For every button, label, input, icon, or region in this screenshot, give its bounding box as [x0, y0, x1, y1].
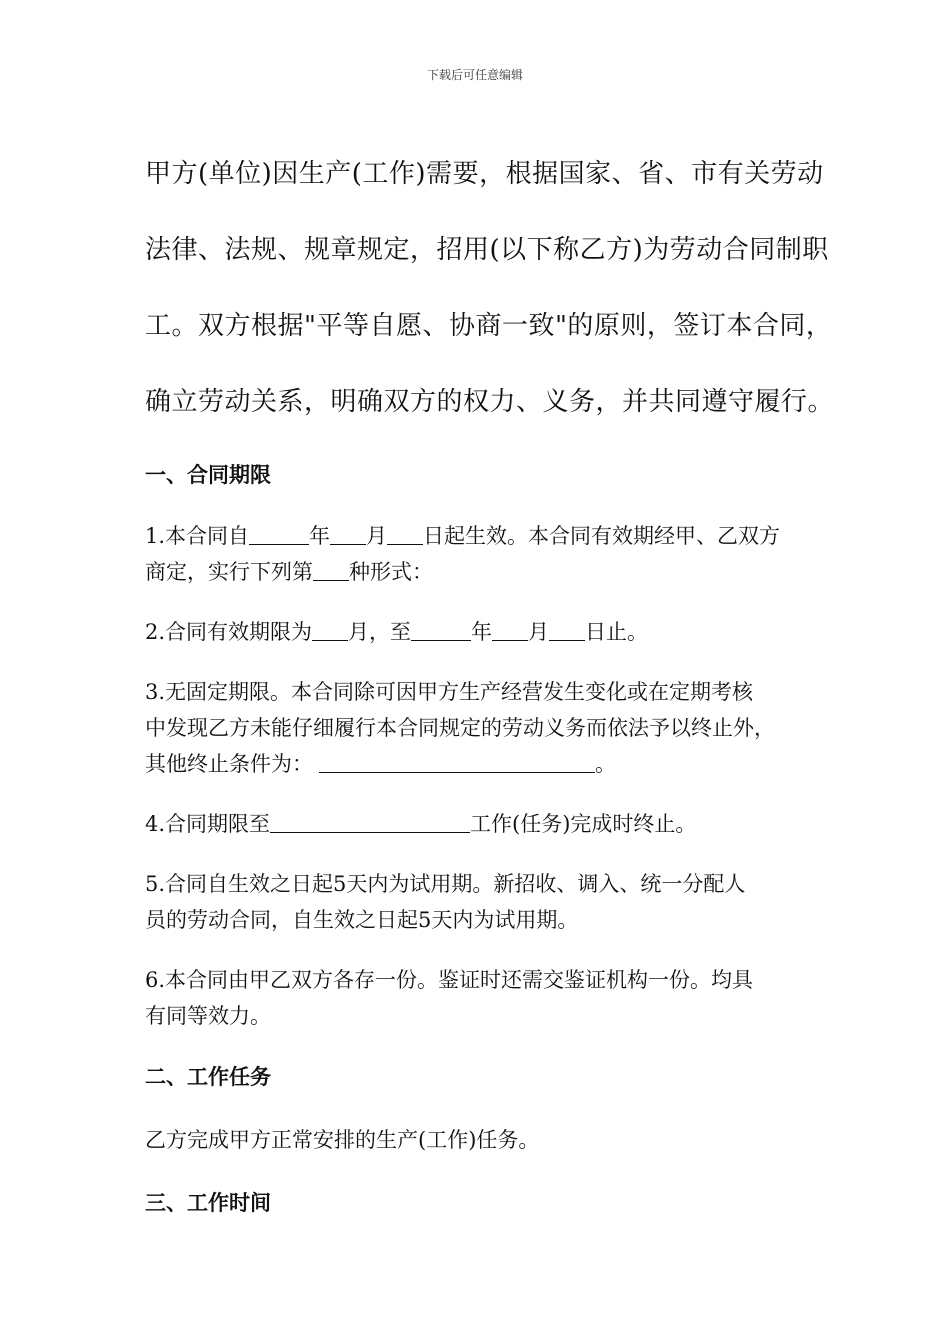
section-heading-contract-term: 一、合同期限 [145, 463, 271, 487]
clause-text: 年 [309, 524, 331, 548]
page-header: 下载后可任意编辑 [426, 68, 523, 82]
fill-blank-months[interactable] [312, 619, 348, 641]
clause-text: 年 [471, 620, 493, 644]
fill-blank-termination-conditions[interactable] [319, 751, 595, 773]
clause-5-line: 员的劳动合同，自生效之日起5天内为试用期。 [145, 908, 579, 932]
intro-paragraph [145, 136, 835, 440]
intro-line: 甲方(单位)因生产(工作)需要，根据国家、省、市有关劳动 [145, 159, 824, 189]
fill-blank-year[interactable] [411, 619, 471, 641]
document-body [145, 136, 835, 1218]
clause-2 [145, 614, 835, 650]
fill-blank-form-number[interactable] [313, 559, 349, 581]
fill-blank-day[interactable] [387, 523, 423, 545]
clause-text: 商定，实行下列第 [145, 560, 313, 584]
clause-6-line: 有同等效力。 [145, 1004, 271, 1028]
clause-text: 其他终止条件为： [145, 752, 313, 776]
fill-blank-month[interactable] [492, 619, 528, 641]
clause-1 [145, 518, 835, 590]
clause-text: 4.合同期限至 [145, 812, 271, 836]
fill-blank-year[interactable] [249, 523, 309, 545]
clause-3-line: 中发现乙方未能仔细履行本合同规定的劳动义务而依法予以终止外， [145, 716, 775, 740]
clause-text: 日起生效。本合同有效期经甲、乙双方 [423, 524, 781, 548]
clause-text: 2.合同有效期限为 [145, 620, 313, 644]
clause-text: 1.本合同自 [145, 524, 250, 548]
clause-1-line [145, 518, 835, 554]
intro-line: 法律、法规、规章规定，招用(以下称乙方)为劳动合同制职 [145, 235, 829, 265]
clause-text: 月 [528, 620, 550, 644]
clause-text: 。 [595, 752, 616, 776]
clause-2-line [145, 614, 835, 650]
fill-blank-task[interactable] [270, 811, 470, 833]
clause-text: 日止。 [585, 620, 649, 644]
clause-text: 工作(任务)完成时终止。 [470, 812, 697, 836]
clause-1-line [145, 554, 835, 590]
clause-5-line: 5.合同自生效之日起5天内为试用期。新招收、调入、统一分配人 [145, 872, 746, 896]
clause-4 [145, 806, 835, 842]
clause-text: 月，至 [348, 620, 412, 644]
clause-text: 月 [366, 524, 388, 548]
clause-3-line [145, 746, 835, 782]
clause-6-line: 6.本合同由甲乙双方各存一份。鉴证时还需交鉴证机构一份。均具 [145, 968, 754, 992]
clause-6 [145, 962, 835, 1034]
clause-5 [145, 866, 835, 938]
work-tasks-paragraph [145, 1122, 835, 1158]
section-heading-work-tasks: 二、工作任务 [145, 1065, 271, 1089]
work-tasks-line: 乙方完成甲方正常安排的生产(工作)任务。 [145, 1128, 540, 1152]
fill-blank-month[interactable] [330, 523, 366, 545]
intro-line: 工。双方根据"平等自愿、协商一致"的原则，签订本合同， [145, 311, 833, 341]
clause-4-line [145, 806, 835, 842]
clause-3-line: 3.无固定期限。本合同除可因甲方生产经营发生变化或在定期考核 [145, 680, 754, 704]
clause-text: 种形式： [349, 560, 433, 584]
fill-blank-day[interactable] [549, 619, 585, 641]
intro-line: 确立劳动关系，明确双方的权力、义务，并共同遵守履行。 [145, 387, 835, 417]
clause-3 [145, 674, 835, 782]
section-heading-work-hours: 三、工作时间 [145, 1191, 271, 1215]
